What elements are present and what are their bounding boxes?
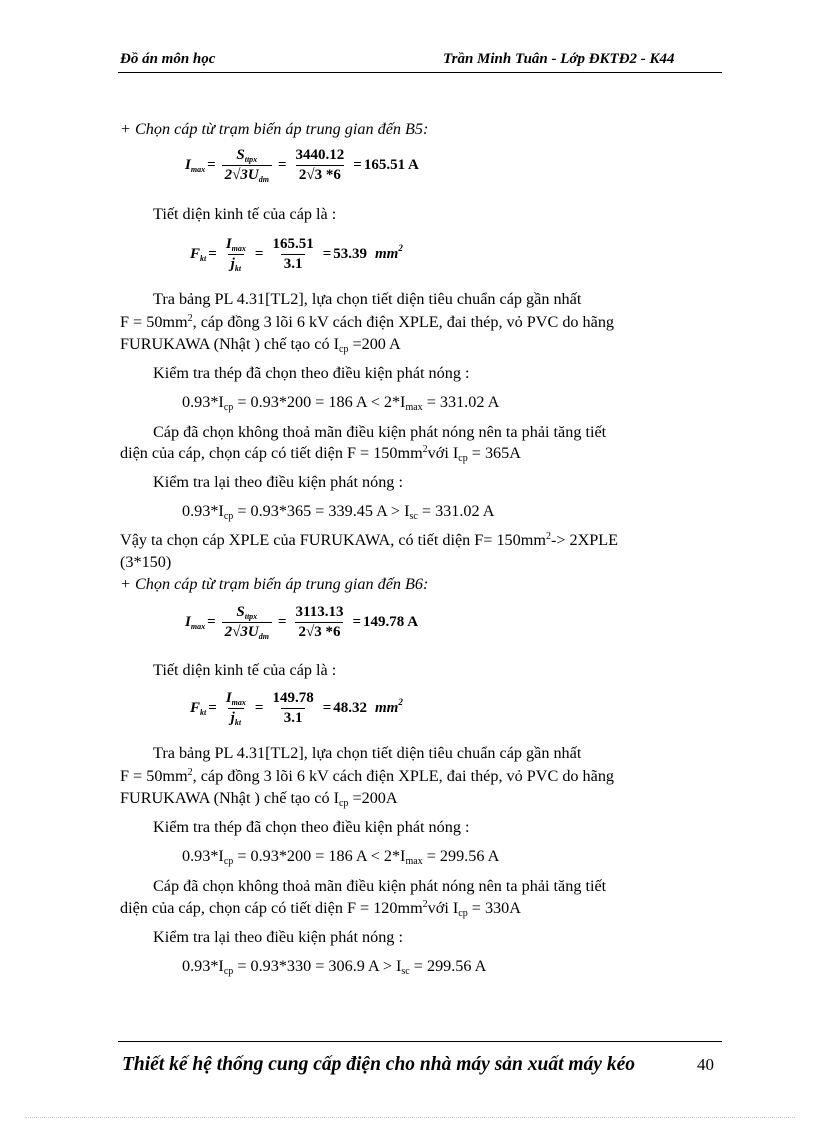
page-bottom-dotted-border: [25, 1117, 795, 1118]
footer-title: Thiết kế hệ thống cung cấp điện cho nhà máy sản xuất máy kéo: [122, 1054, 635, 1075]
section-heading-b6: + Chọn cáp từ trạm biến áp trung gian đến B6:: [120, 575, 429, 593]
tra-line2-b5: $F = 50mm^2$, cáp đồng 3 lõi 6 kV cách điện XPLE, đai thép, vỏ PVC do hãng: [120, 313, 615, 331]
fail-line2-b6: diện của cáp, chọn cáp có tiết diện $F = 120mm^2với$ $I_{cp} = 330A$: [120, 899, 521, 919]
kt-intro-b5: Tiết diện kinh tế của cáp là :: [153, 205, 337, 223]
footer-rule: [118, 1041, 722, 1042]
kt-intro-b6: Tiết diện kinh tế của cáp là :: [153, 661, 337, 679]
header-right: Trần Minh Tuân - Lớp ĐKTĐ2 - K44: [443, 51, 675, 67]
recheck-intro-b5: Kiểm tra lại theo điều kiện phát nóng :: [153, 473, 403, 491]
tra-line1-b5: Tra bảng PL 4.31[TL2], lựa chọn tiết diện tiêu chuẩn cáp gần nhất: [153, 290, 582, 308]
check-formula-b6: $0.93*I_{cp} = 0.93*200 = 186$ $A < 2*I_{max} = 299.56$ A: [182, 847, 500, 867]
conclusion-line1-b5: Vậy ta chọn cáp XPLE của FURUKAWA, có tiết diện $F= 150mm^2->$ 2XPLE: [120, 531, 619, 549]
conclusion-line2-b5: (3*150): [120, 553, 172, 571]
tra-line3-b6: FURUKAWA (Nhật ) chế tạo có $I_{cp} =200A$: [120, 789, 398, 809]
imax-equation-b6: $I_{max}$ = $\frac{S_{ttpx}}{2√3U_{dm}}$ = $\frac{3113.13}{2√3 *6}$ = 149.78 A: [185, 604, 419, 641]
recheck-intro-b6: Kiểm tra lại theo điều kiện phát nóng :: [153, 928, 403, 946]
recheck-formula-b6: $0.93*I_{cp} = 0.93*330 = 306.9$ $A > I_{sc} = 299.56$ A: [182, 957, 487, 977]
fail-line1-b5: Cáp đã chọn không thoả mãn điều kiện phát nóng nên ta phải tăng tiết: [153, 423, 607, 441]
check-intro-b6: Kiểm tra thép đã chọn theo điều kiện phát nóng :: [153, 818, 470, 836]
fail-line2-b5: diện của cáp, chọn cáp có tiết diện $F = 150mm^2với$ $I_{cp} = 365A$: [120, 444, 521, 464]
tra-line1-b6: Tra bảng PL 4.31[TL2], lựa chọn tiết diện tiêu chuẩn cáp gần nhất: [153, 744, 582, 762]
fkt-equation-b5: $F_{kt}$ = $\frac{I_{max}}{j_{kt}}$ = $\frac{165.51}{3.1}$ = 53.39 $mm^2$: [190, 236, 403, 273]
section-heading-b5: + Chọn cáp từ trạm biến áp trung gian đến B5:: [120, 120, 429, 138]
page-number: 40: [697, 1055, 714, 1074]
tra-line3-b5: FURUKAWA (Nhật ) chế tạo có $I_{cp} =200$ A: [120, 335, 401, 355]
check-intro-b5: Kiểm tra thép đã chọn theo điều kiện phát nóng :: [153, 364, 470, 382]
fkt-equation-b6: $F_{kt}$ = $\frac{I_{max}}{j_{kt}}$ = $\frac{149.78}{3.1}$ = 48.32 $mm^2$: [190, 690, 403, 727]
tra-line2-b6: $F = 50mm^2$, cáp đồng 3 lõi 6 kV cách điện XPLE, đai thép, vỏ PVC do hãng: [120, 767, 615, 785]
check-formula-b5: $0.93*I_{cp} = 0.93*200 = 186$ $A < 2*I_{max} = 331.02$ A: [182, 393, 500, 413]
fail-line1-b6: Cáp đã chọn không thoả mãn điều kiện phát nóng nên ta phải tăng tiết: [153, 877, 607, 895]
imax-equation-b5: $I_{max}$ = $\frac{S_{ttpx}}{2√3U_{dm}}$ = $\frac{3440.12}{2√3 *6}$ = 165.51 A: [185, 147, 419, 184]
header-left: Đồ án môn học: [120, 51, 216, 67]
recheck-formula-b5: $0.93*I_{cp} = 0.93*365 = 339.45$ $A > I_{sc} = 331.02$ A: [182, 502, 495, 522]
header-rule: [118, 72, 722, 73]
